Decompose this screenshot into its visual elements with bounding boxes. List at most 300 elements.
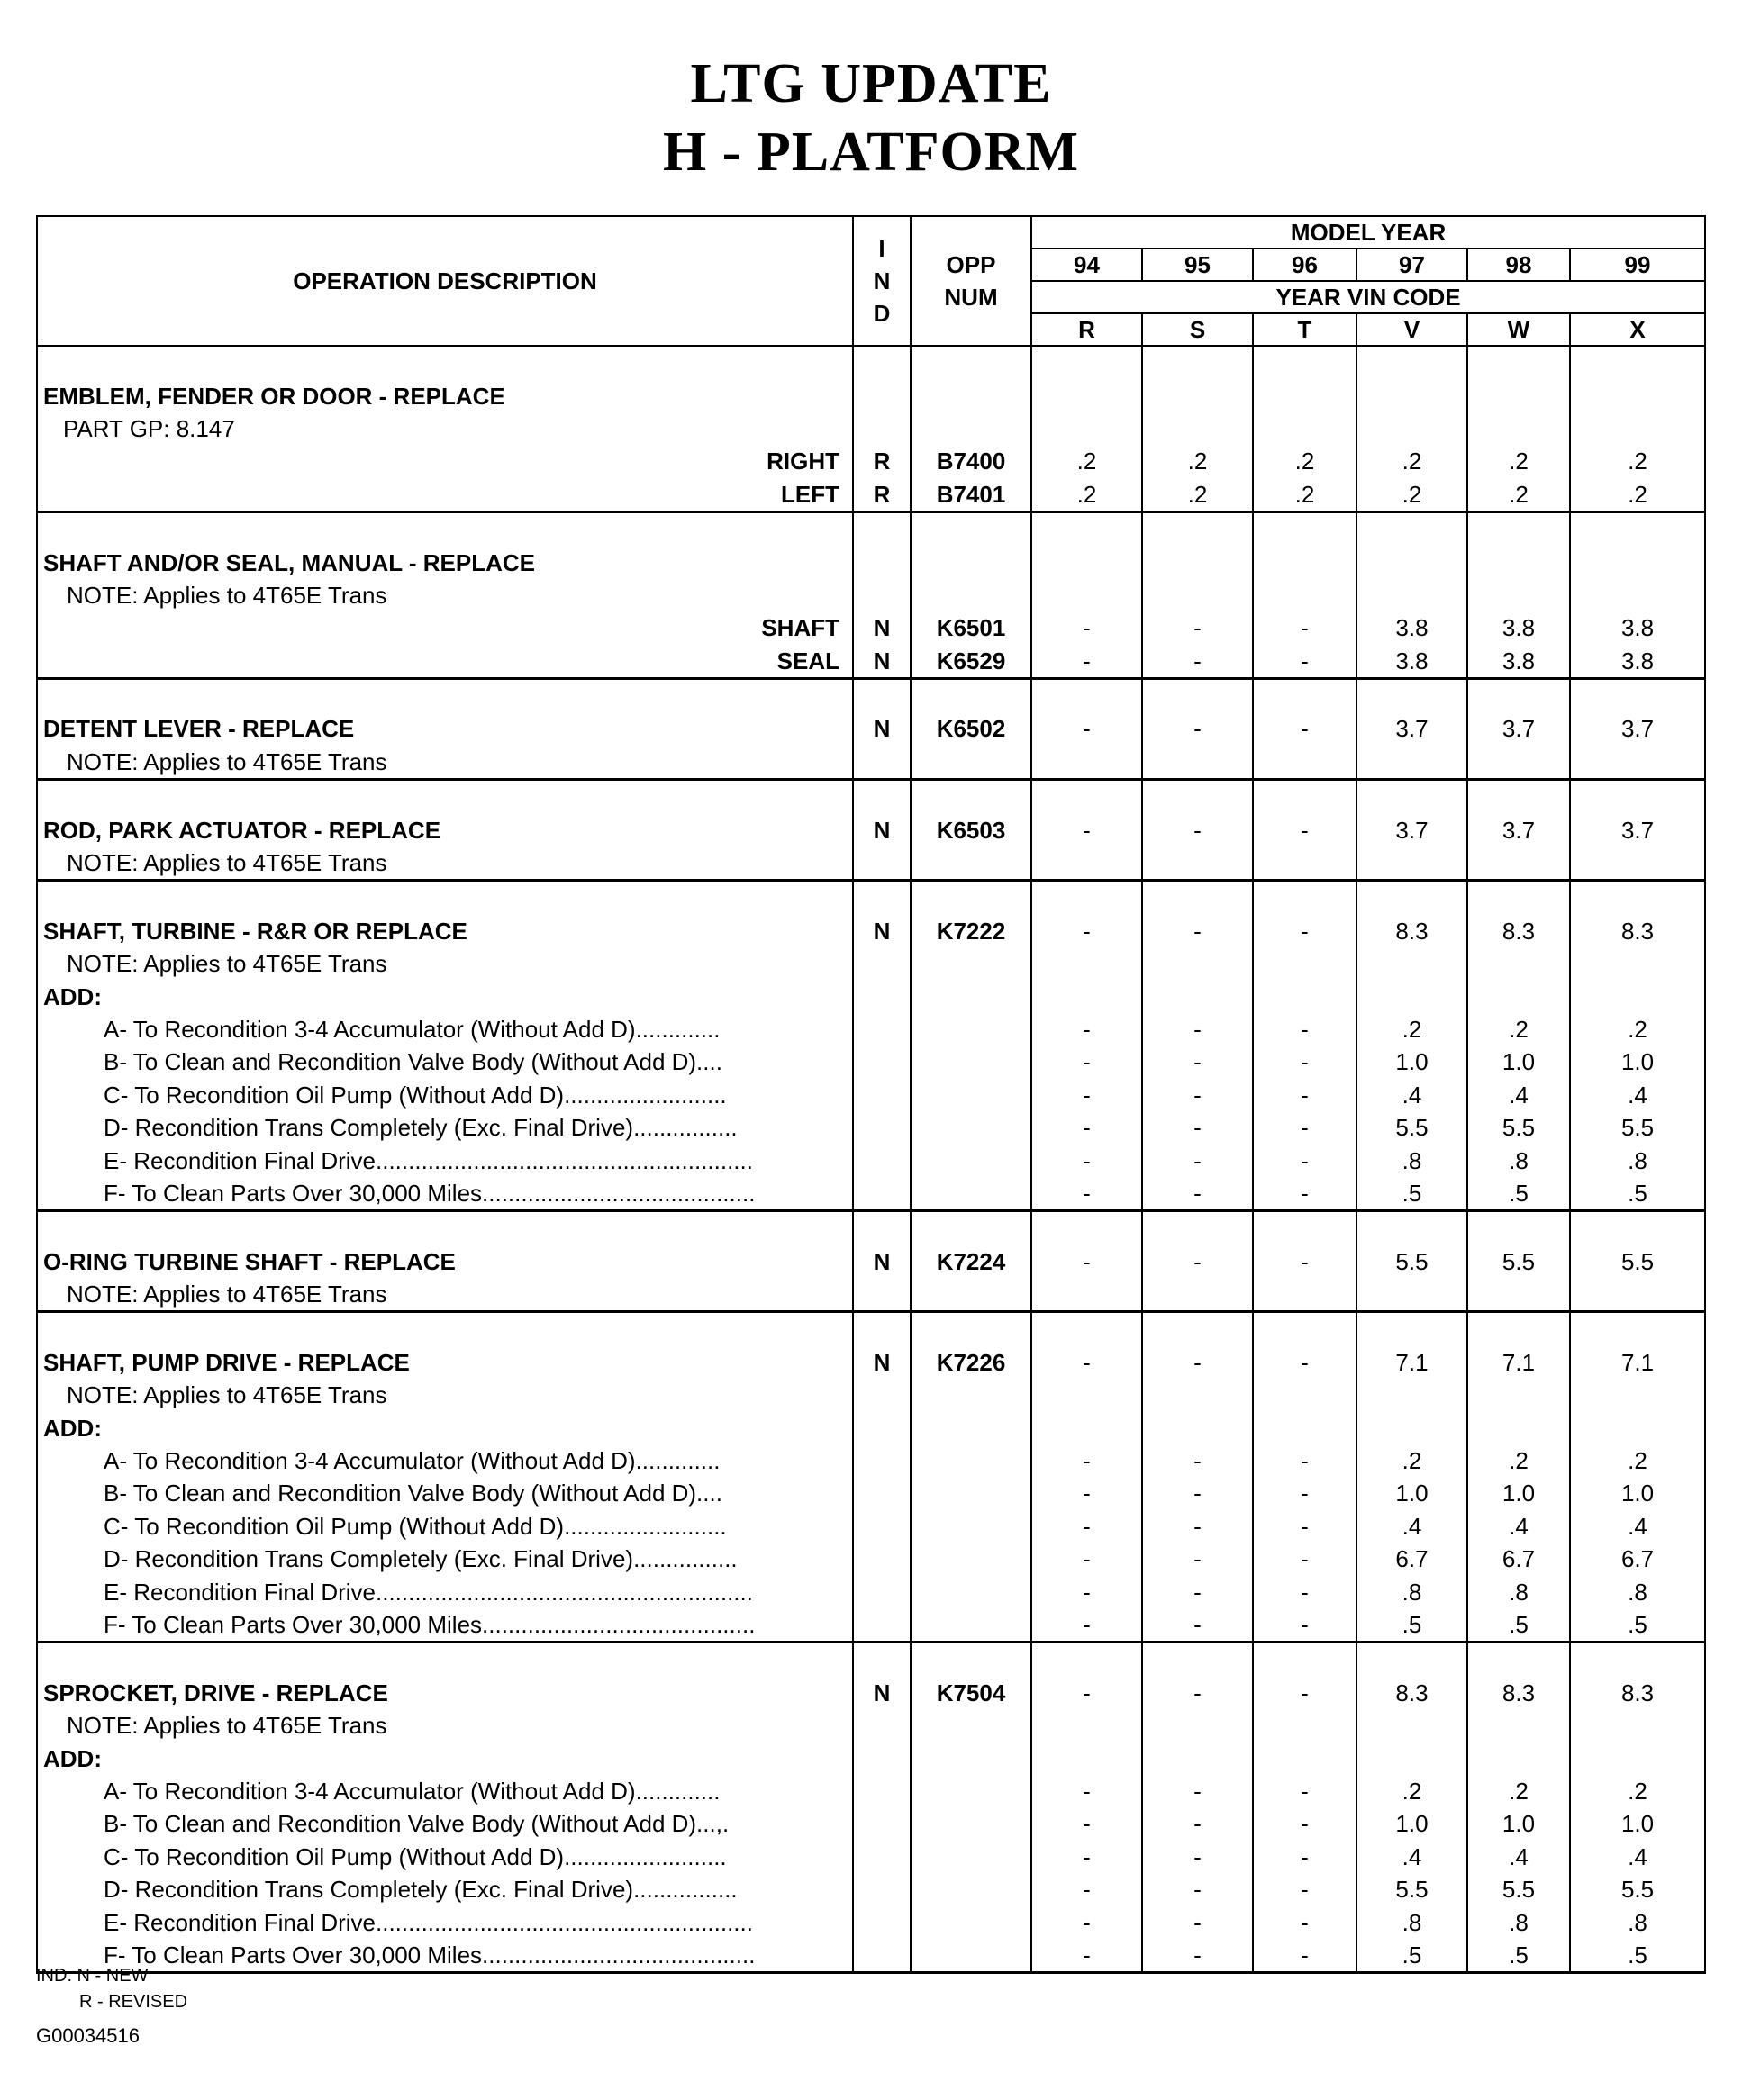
operation-description-cell: SPROCKET, DRIVE - REPLACE bbox=[37, 1677, 853, 1709]
time-value-cell bbox=[1253, 412, 1356, 445]
spacer-cell bbox=[1253, 780, 1356, 814]
time-value-cell bbox=[1467, 1379, 1570, 1411]
ind-cell bbox=[853, 1177, 911, 1211]
time-value-cell bbox=[1570, 1742, 1705, 1774]
time-value-cell bbox=[1031, 412, 1142, 445]
time-value-cell: - bbox=[1142, 1045, 1253, 1078]
header-ind-letter-3: D bbox=[873, 300, 891, 327]
table-row bbox=[37, 579, 1705, 611]
time-value-cell: .4 bbox=[1356, 1510, 1467, 1543]
spacer-cell bbox=[911, 1211, 1031, 1245]
spacer-cell bbox=[1467, 881, 1570, 915]
spacer-cell bbox=[1467, 1211, 1570, 1245]
labor-time-table bbox=[36, 215, 1706, 1974]
time-value-cell: 3.7 bbox=[1356, 813, 1467, 846]
table-row bbox=[37, 1742, 1705, 1774]
opp-num-cell bbox=[911, 1510, 1031, 1543]
operation-description-cell: ADD: bbox=[37, 1412, 853, 1444]
header-ind-letter-1: I bbox=[878, 235, 885, 262]
time-value-cell: - bbox=[1142, 1444, 1253, 1477]
time-value-cell: - bbox=[1142, 1608, 1253, 1643]
opp-num-cell bbox=[911, 1045, 1031, 1078]
time-value-cell: - bbox=[1253, 1045, 1356, 1078]
ind-cell bbox=[853, 1807, 911, 1840]
time-value-cell: 1.0 bbox=[1356, 1477, 1467, 1509]
ind-cell: R bbox=[853, 445, 911, 477]
operation-description-cell: C- To Recondition Oil Pump (Without Add D)......................... bbox=[37, 1079, 853, 1111]
operation-description-cell: NOTE: Applies to 4T65E Trans bbox=[37, 846, 853, 881]
time-value-cell: - bbox=[1253, 1144, 1356, 1176]
header-operation-description: OPERATION DESCRIPTION bbox=[37, 216, 853, 346]
spacer-cell bbox=[1570, 1211, 1705, 1245]
time-value-cell: 3.7 bbox=[1467, 712, 1570, 745]
time-value-cell: - bbox=[1031, 611, 1142, 644]
opp-num-cell bbox=[911, 947, 1031, 980]
ind-cell bbox=[853, 1742, 911, 1774]
ind-cell: N bbox=[853, 1245, 911, 1278]
spacer-cell bbox=[37, 1211, 853, 1245]
time-value-cell: - bbox=[1031, 1510, 1142, 1543]
time-value-cell: - bbox=[1031, 1013, 1142, 1045]
time-value-cell: - bbox=[1142, 1477, 1253, 1509]
time-value-cell: .4 bbox=[1570, 1079, 1705, 1111]
time-value-cell: - bbox=[1253, 813, 1356, 846]
time-value-cell bbox=[1356, 1379, 1467, 1411]
spacer-cell bbox=[1142, 780, 1253, 814]
ind-cell: N bbox=[853, 1346, 911, 1379]
time-value-cell: .2 bbox=[1467, 1013, 1570, 1045]
time-value-cell: - bbox=[1142, 1013, 1253, 1045]
opp-num-cell bbox=[911, 1278, 1031, 1312]
table-row bbox=[37, 947, 1705, 980]
time-value-cell bbox=[1142, 546, 1253, 578]
table-body bbox=[37, 346, 1705, 1973]
time-value-cell bbox=[1253, 980, 1356, 1012]
spacer-cell bbox=[1253, 1312, 1356, 1346]
ind-cell bbox=[853, 1873, 911, 1905]
time-value-cell bbox=[1467, 1742, 1570, 1774]
time-value-cell bbox=[1570, 980, 1705, 1012]
time-value-cell: .2 bbox=[1356, 1444, 1467, 1477]
opp-num-cell bbox=[911, 579, 1031, 611]
spacer-cell bbox=[853, 1211, 911, 1245]
time-value-cell: 3.8 bbox=[1467, 611, 1570, 644]
spacer-cell bbox=[1356, 1312, 1467, 1346]
spacer-cell bbox=[1031, 881, 1142, 915]
operation-description-cell: SHAFT, PUMP DRIVE - REPLACE bbox=[37, 1346, 853, 1379]
time-value-cell bbox=[1031, 947, 1142, 980]
time-value-cell bbox=[1467, 412, 1570, 445]
time-value-cell bbox=[1142, 1379, 1253, 1411]
opp-num-cell: K6503 bbox=[911, 813, 1031, 846]
spacer-cell bbox=[911, 346, 1031, 379]
spacer-cell bbox=[853, 780, 911, 814]
time-value-cell bbox=[1142, 579, 1253, 611]
time-value-cell bbox=[1031, 379, 1142, 412]
table-row bbox=[37, 846, 1705, 881]
operation-description-cell: NOTE: Applies to 4T65E Trans bbox=[37, 746, 853, 780]
time-value-cell: - bbox=[1142, 712, 1253, 745]
header-vin-x: X bbox=[1570, 313, 1705, 346]
header-vin-r: R bbox=[1031, 313, 1142, 346]
time-value-cell: - bbox=[1253, 1245, 1356, 1278]
time-value-cell bbox=[1142, 980, 1253, 1012]
spacer-cell bbox=[1031, 1312, 1142, 1346]
time-value-cell: .4 bbox=[1356, 1841, 1467, 1873]
spacer-row bbox=[37, 780, 1705, 814]
time-value-cell bbox=[1142, 379, 1253, 412]
spacer-cell bbox=[37, 511, 853, 546]
time-value-cell bbox=[1253, 579, 1356, 611]
spacer-cell bbox=[853, 881, 911, 915]
time-value-cell: 8.3 bbox=[1570, 915, 1705, 947]
time-value-cell: - bbox=[1253, 1841, 1356, 1873]
operation-description-cell: B- To Clean and Recondition Valve Body (Without Add D)...,. bbox=[37, 1807, 853, 1840]
operation-description-cell: F- To Clean Parts Over 30,000 Miles.......................................... bbox=[37, 1177, 853, 1211]
time-value-cell: .2 bbox=[1356, 1013, 1467, 1045]
time-value-cell: .2 bbox=[1031, 445, 1142, 477]
ind-cell bbox=[853, 947, 911, 980]
time-value-cell bbox=[1031, 579, 1142, 611]
spacer-cell bbox=[911, 1312, 1031, 1346]
operation-description-cell: NOTE: Applies to 4T65E Trans bbox=[37, 579, 853, 611]
time-value-cell: - bbox=[1031, 813, 1142, 846]
opp-num-cell bbox=[911, 1841, 1031, 1873]
time-value-cell: .8 bbox=[1356, 1144, 1467, 1176]
time-value-cell: - bbox=[1253, 1444, 1356, 1477]
time-value-cell bbox=[1142, 947, 1253, 980]
time-value-cell bbox=[1570, 579, 1705, 611]
time-value-cell: .5 bbox=[1467, 1608, 1570, 1643]
time-value-cell: 3.8 bbox=[1570, 611, 1705, 644]
time-value-cell: .2 bbox=[1467, 1775, 1570, 1807]
table-row bbox=[37, 1575, 1705, 1607]
time-value-cell bbox=[1570, 846, 1705, 881]
spacer-cell bbox=[1356, 780, 1467, 814]
header-year-94: 94 bbox=[1031, 249, 1142, 281]
time-value-cell bbox=[1356, 1278, 1467, 1312]
opp-num-cell bbox=[911, 1013, 1031, 1045]
time-value-cell bbox=[1142, 412, 1253, 445]
operation-description-cell: NOTE: Applies to 4T65E Trans bbox=[37, 1379, 853, 1411]
opp-num-cell bbox=[911, 846, 1031, 881]
spacer-cell bbox=[1142, 881, 1253, 915]
spacer-cell bbox=[1142, 1211, 1253, 1245]
table-row bbox=[37, 915, 1705, 947]
table-row bbox=[37, 1543, 1705, 1575]
ind-cell: N bbox=[853, 813, 911, 846]
time-value-cell: 1.0 bbox=[1467, 1807, 1570, 1840]
time-value-cell bbox=[1253, 546, 1356, 578]
spacer-cell bbox=[1467, 346, 1570, 379]
spacer-cell bbox=[1142, 1312, 1253, 1346]
operation-description-cell: NOTE: Applies to 4T65E Trans bbox=[37, 947, 853, 980]
spacer-cell bbox=[911, 678, 1031, 712]
page-title-line1: LTG UPDATE bbox=[690, 53, 1052, 114]
time-value-cell: - bbox=[1253, 1177, 1356, 1211]
time-value-cell: .8 bbox=[1570, 1575, 1705, 1607]
spacer-cell bbox=[1356, 511, 1467, 546]
time-value-cell: - bbox=[1031, 1177, 1142, 1211]
table-row bbox=[37, 1677, 1705, 1709]
ind-cell: N bbox=[853, 712, 911, 745]
time-value-cell: 3.8 bbox=[1356, 611, 1467, 644]
time-value-cell bbox=[1570, 1709, 1705, 1742]
opp-num-cell bbox=[911, 1477, 1031, 1509]
table-row bbox=[37, 1079, 1705, 1111]
spacer-cell bbox=[911, 780, 1031, 814]
spacer-cell bbox=[1467, 1312, 1570, 1346]
ind-cell bbox=[853, 1709, 911, 1742]
time-value-cell bbox=[1031, 1412, 1142, 1444]
operation-description-cell: SHAFT AND/OR SEAL, MANUAL - REPLACE bbox=[37, 546, 853, 578]
time-value-cell: - bbox=[1142, 915, 1253, 947]
time-value-cell bbox=[1142, 846, 1253, 881]
header-ind-letter-2: N bbox=[873, 267, 891, 294]
spacer-cell bbox=[1570, 511, 1705, 546]
time-value-cell bbox=[1253, 746, 1356, 780]
opp-num-cell bbox=[911, 1807, 1031, 1840]
opp-num-cell bbox=[911, 1379, 1031, 1411]
time-value-cell: - bbox=[1142, 1807, 1253, 1840]
ind-cell bbox=[853, 1575, 911, 1607]
spacer-cell bbox=[1253, 881, 1356, 915]
table-row bbox=[37, 1477, 1705, 1509]
spacer-cell bbox=[1570, 881, 1705, 915]
time-value-cell bbox=[1142, 746, 1253, 780]
time-value-cell: .2 bbox=[1356, 445, 1467, 477]
operation-description-cell: A- To Recondition 3-4 Accumulator (Without Add D)............. bbox=[37, 1775, 853, 1807]
time-value-cell: - bbox=[1253, 1575, 1356, 1607]
header-opp-num bbox=[911, 216, 1031, 346]
time-value-cell bbox=[1467, 1412, 1570, 1444]
ind-cell bbox=[853, 1775, 911, 1807]
time-value-cell bbox=[1253, 1412, 1356, 1444]
table-row bbox=[37, 1841, 1705, 1873]
operation-description-cell: E- Recondition Final Drive.......................................................... bbox=[37, 1905, 853, 1938]
ind-cell bbox=[853, 846, 911, 881]
time-value-cell bbox=[1356, 947, 1467, 980]
time-value-cell: - bbox=[1031, 1543, 1142, 1575]
table-row bbox=[37, 1775, 1705, 1807]
time-value-cell: 6.7 bbox=[1467, 1543, 1570, 1575]
time-value-cell: - bbox=[1031, 712, 1142, 745]
time-value-cell: - bbox=[1031, 645, 1142, 679]
header-vin-v: V bbox=[1356, 313, 1467, 346]
time-value-cell bbox=[1142, 1278, 1253, 1312]
time-value-cell: 5.5 bbox=[1356, 1111, 1467, 1144]
ind-cell bbox=[853, 1543, 911, 1575]
spacer-cell bbox=[911, 511, 1031, 546]
header-vin-w: W bbox=[1467, 313, 1570, 346]
header-vin-t: T bbox=[1253, 313, 1356, 346]
ind-cell: N bbox=[853, 1677, 911, 1709]
time-value-cell: .2 bbox=[1467, 1444, 1570, 1477]
spacer-cell bbox=[1570, 1643, 1705, 1677]
time-value-cell: .2 bbox=[1570, 478, 1705, 512]
time-value-cell: .5 bbox=[1356, 1177, 1467, 1211]
operation-description-cell: EMBLEM, FENDER OR DOOR - REPLACE bbox=[37, 379, 853, 412]
time-value-cell bbox=[1467, 947, 1570, 980]
time-value-cell: - bbox=[1253, 1905, 1356, 1938]
header-year-99: 99 bbox=[1570, 249, 1705, 281]
time-value-cell bbox=[1467, 379, 1570, 412]
opp-num-cell bbox=[911, 1905, 1031, 1938]
spacer-cell bbox=[1031, 511, 1142, 546]
ind-cell bbox=[853, 1412, 911, 1444]
time-value-cell: .2 bbox=[1570, 445, 1705, 477]
time-value-cell bbox=[1570, 1278, 1705, 1312]
ind-cell bbox=[853, 1045, 911, 1078]
operation-description-cell: DETENT LEVER - REPLACE bbox=[37, 712, 853, 745]
time-value-cell: .4 bbox=[1570, 1510, 1705, 1543]
opp-num-cell bbox=[911, 1939, 1031, 1973]
spacer-row bbox=[37, 511, 1705, 546]
time-value-cell bbox=[1031, 546, 1142, 578]
time-value-cell: .2 bbox=[1253, 445, 1356, 477]
opp-num-cell: B7401 bbox=[911, 478, 1031, 512]
figure-id: G00034516 bbox=[36, 2024, 140, 2047]
time-value-cell bbox=[1570, 412, 1705, 445]
header-year-95: 95 bbox=[1142, 249, 1253, 281]
time-value-cell: .2 bbox=[1467, 445, 1570, 477]
ind-cell bbox=[853, 1079, 911, 1111]
time-value-cell: 5.5 bbox=[1570, 1245, 1705, 1278]
time-value-cell: - bbox=[1253, 645, 1356, 679]
ind-cell bbox=[853, 1013, 911, 1045]
time-value-cell: - bbox=[1253, 1543, 1356, 1575]
operation-description-cell: D- Recondition Trans Completely (Exc. Final Drive)................ bbox=[37, 1873, 853, 1905]
spacer-cell bbox=[1467, 511, 1570, 546]
spacer-cell bbox=[1570, 346, 1705, 379]
time-value-cell: .5 bbox=[1570, 1177, 1705, 1211]
time-value-cell: .8 bbox=[1356, 1905, 1467, 1938]
opp-num-cell: K7504 bbox=[911, 1677, 1031, 1709]
time-value-cell: 6.7 bbox=[1570, 1543, 1705, 1575]
opp-num-cell bbox=[911, 1444, 1031, 1477]
time-value-cell: 8.3 bbox=[1356, 915, 1467, 947]
time-value-cell bbox=[1356, 579, 1467, 611]
opp-num-cell: K7224 bbox=[911, 1245, 1031, 1278]
operation-description-cell: F- To Clean Parts Over 30,000 Miles.......................................... bbox=[37, 1608, 853, 1643]
table-row bbox=[37, 1939, 1705, 1973]
operation-description-cell: RIGHT bbox=[37, 445, 853, 477]
time-value-cell: 5.5 bbox=[1467, 1111, 1570, 1144]
time-value-cell: - bbox=[1031, 1905, 1142, 1938]
spacer-cell bbox=[37, 1643, 853, 1677]
time-value-cell: - bbox=[1142, 1677, 1253, 1709]
time-value-cell: 6.7 bbox=[1356, 1543, 1467, 1575]
ind-cell bbox=[853, 1477, 911, 1509]
time-value-cell: .2 bbox=[1031, 478, 1142, 512]
time-value-cell: - bbox=[1253, 611, 1356, 644]
time-value-cell: .8 bbox=[1570, 1905, 1705, 1938]
time-value-cell: .8 bbox=[1467, 1575, 1570, 1607]
time-value-cell bbox=[1356, 980, 1467, 1012]
spacer-cell bbox=[911, 1643, 1031, 1677]
time-value-cell: - bbox=[1142, 1177, 1253, 1211]
table-row bbox=[37, 746, 1705, 780]
time-value-cell: - bbox=[1253, 712, 1356, 745]
time-value-cell bbox=[1467, 579, 1570, 611]
time-value-cell: 3.7 bbox=[1570, 813, 1705, 846]
time-value-cell: - bbox=[1253, 1346, 1356, 1379]
spacer-row bbox=[37, 678, 1705, 712]
opp-num-cell bbox=[911, 1079, 1031, 1111]
spacer-cell bbox=[1031, 678, 1142, 712]
table-row bbox=[37, 1013, 1705, 1045]
header-opp: OPP bbox=[946, 251, 996, 278]
table-row bbox=[37, 1245, 1705, 1278]
time-value-cell bbox=[1253, 1278, 1356, 1312]
ind-cell bbox=[853, 1510, 911, 1543]
table-row bbox=[37, 712, 1705, 745]
time-value-cell: - bbox=[1142, 1905, 1253, 1938]
time-value-cell bbox=[1356, 412, 1467, 445]
spacer-cell bbox=[1142, 346, 1253, 379]
time-value-cell: - bbox=[1253, 1477, 1356, 1509]
time-value-cell bbox=[1142, 1709, 1253, 1742]
operation-description-cell: C- To Recondition Oil Pump (Without Add D)......................... bbox=[37, 1510, 853, 1543]
header-year-vin-code: YEAR VIN CODE bbox=[1031, 281, 1705, 313]
operation-description-cell: NOTE: Applies to 4T65E Trans bbox=[37, 1278, 853, 1312]
time-value-cell: - bbox=[1253, 915, 1356, 947]
time-value-cell: - bbox=[1031, 1346, 1142, 1379]
spacer-cell bbox=[1356, 1211, 1467, 1245]
spacer-cell bbox=[1031, 780, 1142, 814]
table-row bbox=[37, 1412, 1705, 1444]
time-value-cell: - bbox=[1142, 1775, 1253, 1807]
spacer-cell bbox=[37, 346, 853, 379]
time-value-cell: - bbox=[1253, 1677, 1356, 1709]
time-value-cell bbox=[1356, 846, 1467, 881]
spacer-cell bbox=[37, 881, 853, 915]
time-value-cell: .2 bbox=[1570, 1013, 1705, 1045]
spacer-row bbox=[37, 1211, 1705, 1245]
time-value-cell: .5 bbox=[1570, 1608, 1705, 1643]
spacer-cell bbox=[1031, 1643, 1142, 1677]
table-header bbox=[37, 216, 1705, 346]
time-value-cell: 3.7 bbox=[1467, 813, 1570, 846]
time-value-cell: .2 bbox=[1253, 478, 1356, 512]
opp-num-cell: K7226 bbox=[911, 1346, 1031, 1379]
header-model-year: MODEL YEAR bbox=[1031, 216, 1705, 249]
time-value-cell: .8 bbox=[1467, 1144, 1570, 1176]
ind-cell bbox=[853, 746, 911, 780]
time-value-cell: - bbox=[1031, 1608, 1142, 1643]
ind-cell: N bbox=[853, 645, 911, 679]
time-value-cell: - bbox=[1142, 1111, 1253, 1144]
spacer-cell bbox=[37, 780, 853, 814]
time-value-cell bbox=[1253, 1742, 1356, 1774]
table-row bbox=[37, 1608, 1705, 1643]
spacer-cell bbox=[1253, 1211, 1356, 1245]
time-value-cell: .8 bbox=[1467, 1905, 1570, 1938]
time-value-cell: - bbox=[1031, 915, 1142, 947]
time-value-cell: 3.7 bbox=[1356, 712, 1467, 745]
time-value-cell: - bbox=[1031, 1677, 1142, 1709]
time-value-cell bbox=[1570, 947, 1705, 980]
time-value-cell bbox=[1467, 546, 1570, 578]
opp-num-cell bbox=[911, 379, 1031, 412]
ind-cell: R bbox=[853, 478, 911, 512]
ind-cell bbox=[853, 379, 911, 412]
spacer-cell bbox=[1356, 1643, 1467, 1677]
time-value-cell: .8 bbox=[1356, 1575, 1467, 1607]
time-value-cell: 3.8 bbox=[1570, 645, 1705, 679]
opp-num-cell: K6529 bbox=[911, 645, 1031, 679]
operation-description-cell: E- Recondition Final Drive.......................................................... bbox=[37, 1575, 853, 1607]
